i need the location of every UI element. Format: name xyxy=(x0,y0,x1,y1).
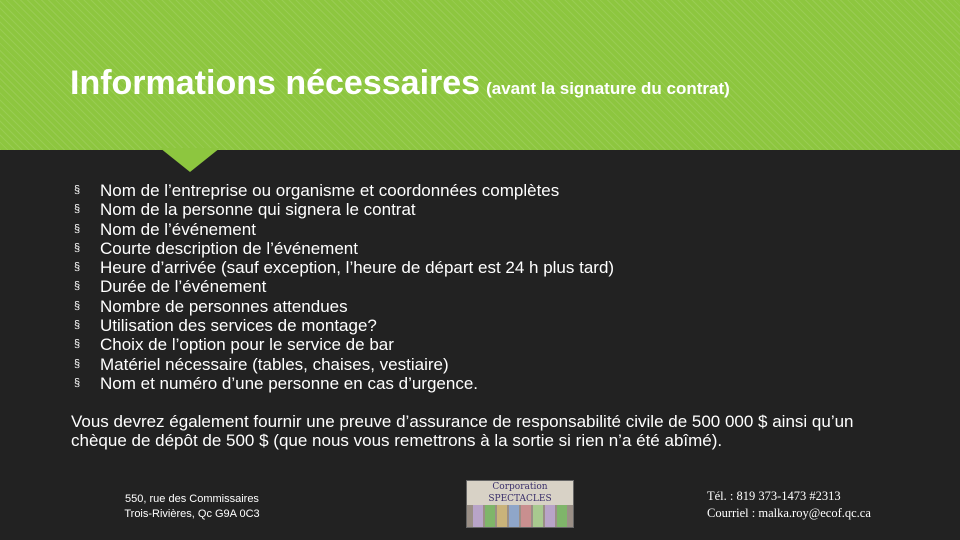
contact-block xyxy=(707,488,871,522)
contact-phone: Tél. : 819 373-1473 #2313 xyxy=(707,489,841,503)
list-item xyxy=(74,200,614,219)
address-line-1: 550, rue des Commissaires xyxy=(125,493,259,505)
list-item xyxy=(74,181,614,200)
bullet-marker: § xyxy=(74,222,81,235)
list-item xyxy=(74,239,614,258)
bullet-marker: § xyxy=(74,338,81,351)
insurance-paragraph: Vous devrez également fournir une preuve d’assurance de responsabilité civile de 500 000 $ ainsi qu’un chèque de dépôt de 500 $ (que nous vous remettrons à la sortie si rien n’a été abîmé). xyxy=(71,412,854,450)
list-item-text: Utilisation des services de montage? xyxy=(100,316,377,336)
bullet-marker: § xyxy=(74,203,81,216)
page-title xyxy=(70,64,730,103)
bullet-marker: § xyxy=(74,280,81,293)
contact-email: Courriel : malka.roy@ecof.qc.ca xyxy=(707,506,871,520)
list-item xyxy=(74,297,614,316)
title-main: Informations nécessaires xyxy=(70,64,481,102)
header-notch xyxy=(160,148,220,172)
list-item-text: Courte description de l’événement xyxy=(100,238,358,258)
bullet-marker: § xyxy=(74,357,81,370)
list-item xyxy=(74,335,614,354)
list-item-text: Nom de la personne qui signera le contrat xyxy=(100,200,416,220)
bullet-marker: § xyxy=(74,184,81,196)
address-line-2: Trois-Rivières, Qc G9A 0C3 xyxy=(124,508,260,520)
bullet-marker: § xyxy=(74,319,81,332)
requirements-list xyxy=(74,181,614,393)
list-item-text: Nombre de personnes attendues xyxy=(100,296,348,316)
list-item-text: Durée de l’événement xyxy=(100,277,267,297)
list-item xyxy=(74,374,614,393)
bullet-marker: § xyxy=(74,376,81,389)
address-block xyxy=(112,492,272,522)
title-subtitle: (avant la signature du contrat) xyxy=(486,79,730,98)
list-item xyxy=(74,258,614,277)
list-item xyxy=(74,316,614,335)
list-item-text: Nom et numéro d’une personne en cas d’urgence. xyxy=(100,373,479,393)
list-item xyxy=(74,355,614,374)
logo-building-graphic xyxy=(473,505,567,528)
bullet-marker: § xyxy=(74,299,81,312)
list-item xyxy=(74,220,614,239)
list-item-text: Matériel nécessaire (tables, chaises, vestiaire) xyxy=(100,354,449,374)
list-item-text: Choix de l’option pour le service de bar xyxy=(100,335,394,355)
bullet-marker: § xyxy=(74,261,81,274)
list-item-text: Nom de l’entreprise ou organisme et coordonnées complètes xyxy=(100,181,560,200)
bullet-marker: § xyxy=(74,241,81,254)
logo-text: Corporation SPECTACLES xyxy=(467,481,573,505)
list-item-text: Nom de l’événement xyxy=(100,219,256,239)
corporation-logo xyxy=(466,480,574,528)
list-item xyxy=(74,277,614,296)
list-item-text: Heure d’arrivée (sauf exception, l’heure de départ est 24 h plus tard) xyxy=(100,258,615,278)
